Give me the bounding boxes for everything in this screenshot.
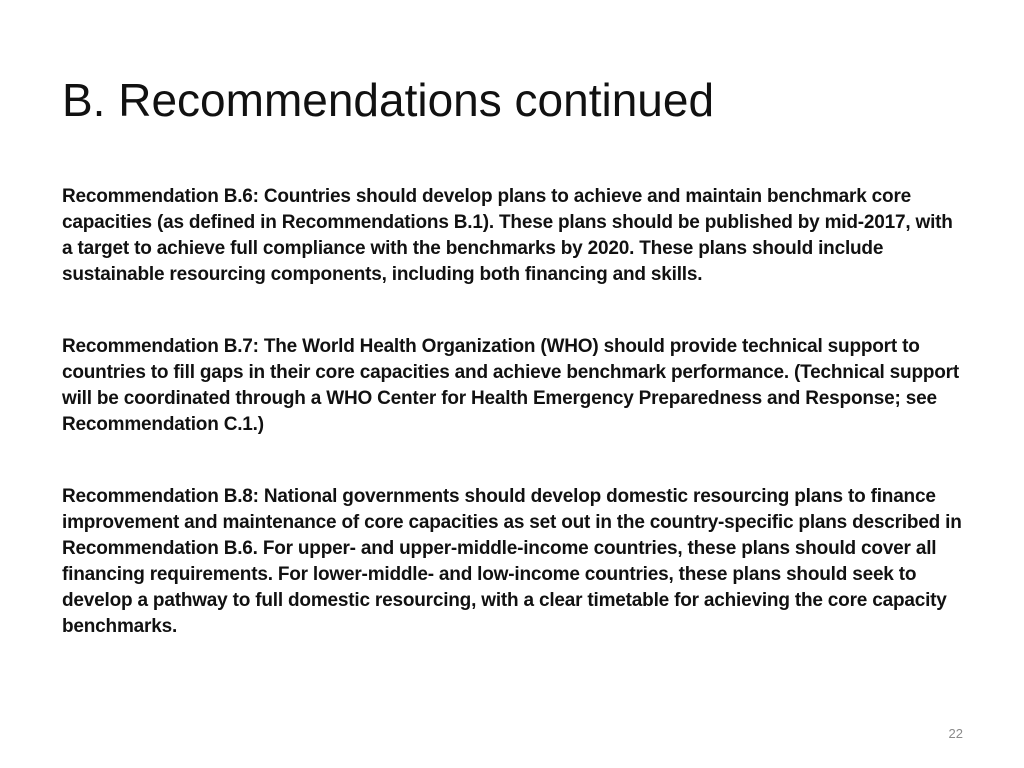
page-number: 22 — [948, 726, 963, 741]
recommendation-b8: Recommendation B.8: National governments should develop domestic resourcing plans to finance improvement and maintenance of core capacities as set out in the country-specific plans described in Recommendation B.6. For upper- and upper-middle-income countries, these plans should cover all financing requirements. For lower-middle- and low-income countries, these plans should seek to develop a pathway to full domestic resourcing, with a clear timetable for achieving the core capacity benchmarks. — [62, 486, 962, 637]
recommendation-b7: Recommendation B.7: The World Health Organization (WHO) should provide technical support to countries to fill gaps in their core capacities and achieve benchmark performance. (Technical support will be coordinated through a WHO Center for Health Emergency Preparedness and Response; see Recommendation C.1.) — [62, 336, 959, 435]
recommendation-b6: Recommendation B.6: Countries should develop plans to achieve and maintain benchmark core capacities (as defined in Recommendations B.1). These plans should be published by mid-2017, with a target to achieve full compliance with the benchmarks by 2020. These plans should include sustainable resourcing components, including both financing and skills. — [62, 186, 953, 285]
slide-title: B. Recommendations continued — [62, 74, 715, 126]
slide-content — [62, 184, 962, 640]
